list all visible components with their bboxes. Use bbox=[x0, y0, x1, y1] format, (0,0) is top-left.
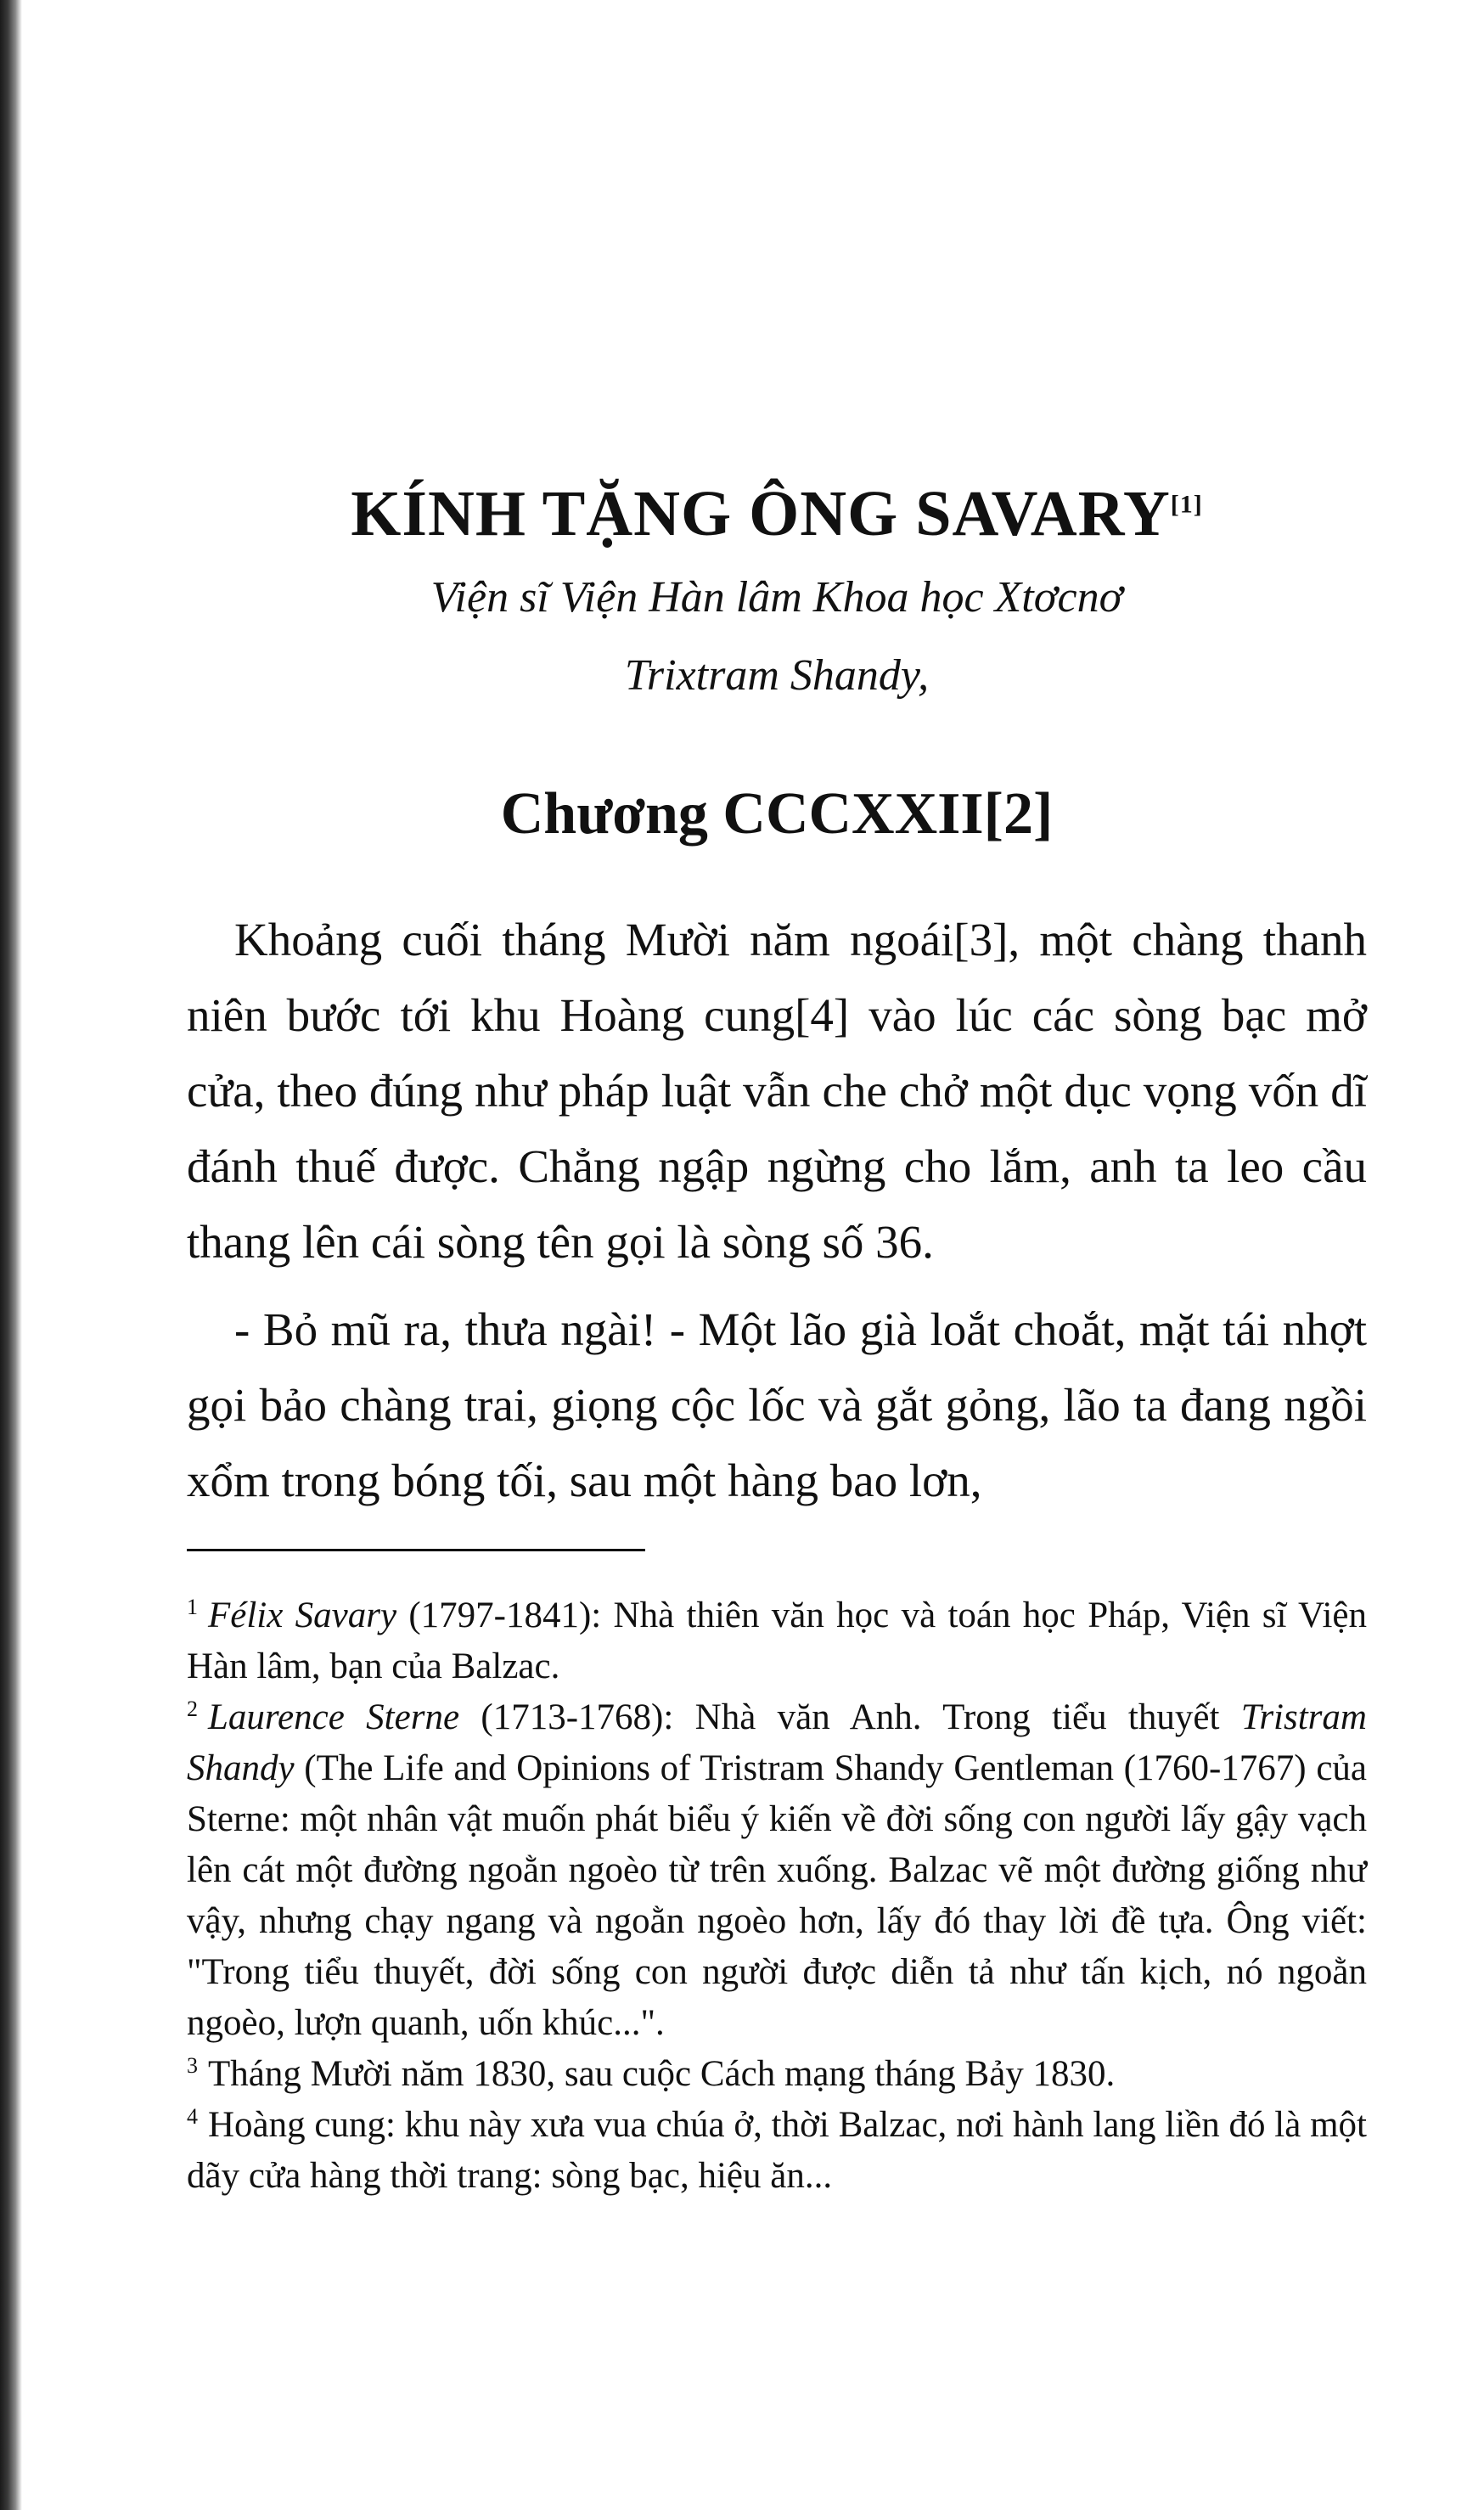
footnotes bbox=[187, 1590, 1367, 2202]
footnote-number: 2 bbox=[187, 1696, 198, 1721]
paragraph-1-text-b: , một chàng thanh niên bước tới khu Hoàng cung bbox=[187, 914, 1368, 1041]
footnote-divider bbox=[187, 1549, 645, 1551]
subtitle-line-1: Viện sĩ Viện Hàn lâm Khoa học Xtơcnơ bbox=[430, 573, 1123, 622]
footnote-3 bbox=[187, 2049, 1367, 2100]
footnote-ref-3[interactable]: [3] bbox=[953, 914, 1009, 965]
footnote-4 bbox=[187, 2100, 1367, 2202]
footnote-ref-2[interactable]: [2] bbox=[983, 781, 1054, 847]
footnote-ref-1[interactable]: [1] bbox=[1170, 490, 1203, 519]
footnote-number: 4 bbox=[187, 2103, 198, 2129]
footnote-text: (1797-1841): Nhà thiên văn học và toán học Pháp, Viện sĩ Viện Hàn lâm, bạn của Balzac. bbox=[187, 1595, 1367, 1686]
footnote-number: 1 bbox=[187, 1594, 198, 1619]
book-page bbox=[187, 476, 1367, 2202]
page-binding-shadow bbox=[0, 0, 22, 2510]
chapter-heading bbox=[187, 776, 1367, 853]
footnote-text: (The Life and Opinions of Tristram Shandy Gentleman (1760-1767) của Sterne: một nhân vật muốn phát biểu ý kiến về đời sống con người lấy gậy vạch lên cát một đường ngoằn ngoèo từ trên xuống. Balzac vẽ một đường giống như vậy, nhưng chạy ngang và ngoằn ngoèo hơn, lấy đó thay lời đề tựa. Ông viết: "Trong tiểu thuyết, đời sống con người được diễn tả như tấn kịch, nó ngoằn ngoèo, lượn quanh, uốn khúc...". bbox=[187, 1748, 1367, 2043]
body-text bbox=[187, 902, 1367, 1518]
dedication-subtitle bbox=[187, 559, 1367, 715]
dedication-heading bbox=[187, 476, 1367, 552]
footnote-ref-4[interactable]: [4] bbox=[795, 989, 850, 1041]
footnote-person-name: Laurence Sterne bbox=[208, 1697, 460, 1737]
footnote-1 bbox=[187, 1590, 1367, 1692]
footnote-book-title: Tristram Shandy bbox=[187, 1697, 1367, 1788]
footnote-2 bbox=[187, 1692, 1367, 2049]
footnote-text: Tháng Mười năm 1830, sau cuộc Cách mạng tháng Bảy 1830. bbox=[208, 2054, 1116, 2094]
paragraph-2: - Bỏ mũ ra, thưa ngài! - Một lão già loắt choắt, mặt tái nhợt gọi bảo chàng trai, giọng cộc lốc và gắt gỏng, lão ta đang ngồi xổm trong bóng tối, sau một hàng bao lơn, bbox=[187, 1303, 1367, 1506]
footnote-text: (1713-1768): Nhà văn Anh. Trong tiểu thuyết bbox=[459, 1697, 1241, 1737]
footnote-person-name: Félix Savary bbox=[208, 1595, 397, 1635]
footnote-number: 3 bbox=[187, 2052, 198, 2078]
dedication-text: KÍNH TẶNG ÔNG SAVARY bbox=[351, 478, 1171, 549]
paragraph-1 bbox=[187, 902, 1367, 1280]
paragraph-1-text-c: vào lúc các sòng bạc mở cửa, theo đúng như pháp luật vẫn che chở một dục vọng vốn dĩ đánh thuế được. Chẳng ngập ngừng cho lắm, anh ta leo cầu thang lên cái sòng tên gọi là sòng số 36. bbox=[187, 989, 1368, 1268]
footnote-text: Hoàng cung: khu này xưa vua chúa ở, thời Balzac, nơi hành lang liền đó là một dãy cửa hàng thời trang: sòng bạc, hiệu ăn... bbox=[187, 2105, 1367, 2196]
paragraph-1-text-a: Khoảng cuối tháng Mười năm ngoái bbox=[234, 914, 954, 965]
subtitle-line-2: Trixtram Shandy, bbox=[624, 651, 930, 700]
chapter-title: Chương CCCXXII bbox=[500, 781, 984, 847]
